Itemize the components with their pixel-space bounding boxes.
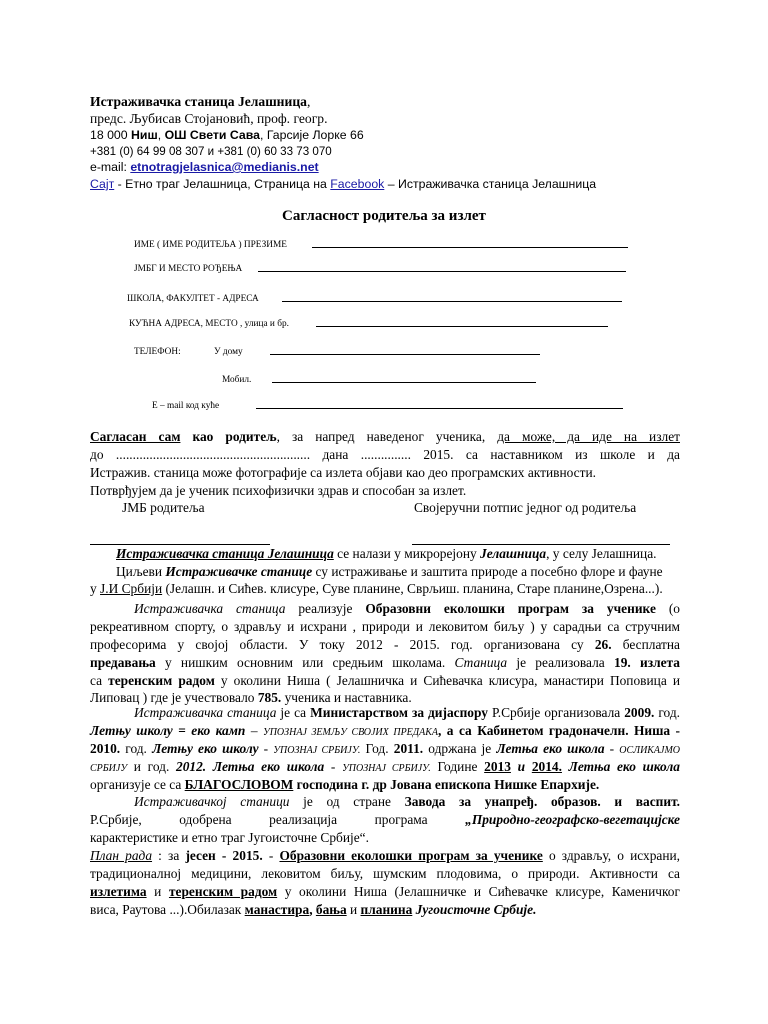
address-separator: ,: [157, 128, 165, 142]
info-line-7: [90, 654, 680, 672]
info-line-12: [90, 740, 680, 760]
address-line: [90, 128, 364, 142]
info-southeast-serbia: Југоисточне Србије.: [415, 902, 537, 917]
email-line: [90, 160, 319, 174]
info-line-4: [134, 600, 680, 618]
consent-as-parent: као родитељ: [192, 429, 277, 444]
site-text: - Етно траг Јелашница, Страница на: [114, 177, 331, 191]
info-text: и: [346, 902, 361, 917]
field-label-jmbg: ЈМБГ И МЕСТО РОЂЕЊА: [134, 264, 243, 274]
info-know-serbia: УПОЗНАЈ СРБИЈУ.: [342, 763, 431, 774]
info-text: -: [215, 848, 233, 863]
jmb-label: ЈМБ родитеља: [122, 500, 205, 515]
info-station: Истраживачке станице: [165, 564, 313, 579]
org-name: Истраживачка станица Јелашница: [90, 94, 307, 109]
info-text: Р.Србије, одобрена реализација програма: [90, 812, 466, 827]
info-text: у околини Ниша (Јелашничке и Сићевачке клисуре, Каменичког: [277, 884, 680, 899]
field-label-school: ШКОЛА, ФАКУЛТЕТ - АДРЕСА: [127, 294, 259, 304]
org-name-line: [90, 94, 310, 110]
info-year-2010: 2010.: [90, 741, 121, 756]
info-line-16: [90, 811, 680, 829]
field-label-home: КУЋНА АДРЕСА, МЕСТО , улица и бр.: [129, 319, 289, 329]
info-line-14: [90, 776, 599, 794]
info-text: -: [324, 759, 343, 774]
address-school: ОШ Свети Сава: [164, 128, 260, 142]
info-text: –: [245, 723, 263, 738]
info-trips: 19. излета: [614, 655, 680, 670]
info-know-land: УПОЗНАЈ ЗЕМЉУ СВОЈИХ ПРЕДАКА: [262, 727, 439, 738]
info-text: организује се са: [90, 777, 185, 792]
org-comma: ,: [306, 94, 311, 109]
info-text: ученика и наставника.: [281, 690, 412, 705]
info-line-6: [90, 636, 680, 654]
info-text: Р.Србије организовала: [487, 705, 625, 720]
info-text: и: [510, 759, 532, 774]
info-trips-word: излетима: [90, 884, 147, 899]
field-mobile-input[interactable]: [272, 382, 536, 383]
info-text: у околини Ниша ( Јелашничка и Сићевачка клисура, манастири Поповица и: [214, 673, 681, 688]
info-bishop: господина г. др Јована епископа Нишке Епархије.: [293, 777, 600, 792]
field-label-name: ИМЕ ( ИМЕ РОДИТЕЉА ) ПРЕЗИМЕ: [134, 240, 287, 250]
info-program: Образовни еколошки програм за ученике: [279, 848, 543, 863]
info-microregion: Јелашница: [480, 546, 547, 561]
field-label-mobile: Мобил.: [222, 375, 252, 385]
consent-for-student: , за напред наведеног ученика,: [276, 429, 498, 444]
info-text: , у селу Јелашница.: [546, 546, 657, 561]
info-text: (о: [655, 601, 680, 616]
info-year-2011: 2011.: [393, 741, 424, 756]
info-text: Год.: [360, 741, 394, 756]
info-station-name: Истраживачка станица Јелашница: [116, 546, 334, 561]
info-line-15: [134, 793, 680, 811]
info-program: Образовни еколошки програм за ученике: [365, 601, 656, 616]
field-name-input[interactable]: [312, 247, 628, 248]
info-text: виса, Раутова ...).Обилазак: [90, 902, 245, 917]
info-text: , а са: [438, 723, 478, 738]
info-count-785: 785.: [257, 690, 282, 705]
info-text: реализује: [285, 601, 366, 616]
info-station-italic: Истраживачка станица: [134, 601, 286, 616]
info-blessing: БЛАГОСЛОВОМ: [184, 777, 294, 792]
info-autumn: јесен: [185, 848, 216, 863]
info-text: год.: [120, 741, 153, 756]
info-text: Године: [430, 759, 485, 774]
info-text: је са: [276, 705, 311, 720]
info-line-1: [116, 545, 657, 563]
consent-line-3: Истражив. станица може фотографије са излета објави као део програмских активности.: [90, 465, 596, 480]
info-text: (Јелашн. и Сићев. клисуре, Суве планине, Сврљиш. планина, Старе планине,Озрена...).: [162, 581, 663, 596]
info-text: у нишким основним или средњим школама.: [155, 655, 455, 670]
info-text: ,: [309, 902, 316, 917]
info-line-5: рекреативном спорту, о здрављу и исхрани , природи и лековитом биљу ) у сарадњи са стручним: [90, 619, 680, 634]
info-line-17: карактеристике и етно траг Југоисточне Србије“.: [90, 830, 369, 845]
info-text: је реализовала: [507, 655, 614, 670]
address-street: , Гарсије Лорке 66: [259, 128, 364, 142]
signature-label: Својеручни потпис једног од родитеља: [414, 500, 637, 515]
info-text: и год.: [127, 759, 177, 774]
info-line-11: [90, 722, 680, 742]
info-year-2015: 2015.: [232, 848, 263, 863]
info-line-8: [90, 672, 680, 690]
info-line-19: традиционалној медицини, лековитом биљу, шумским плодовима, о природи. Активности са: [90, 866, 680, 881]
info-text: су истраживање и заштита природе а посебно флоре и фауне: [312, 564, 663, 579]
field-email-input[interactable]: [256, 408, 623, 409]
consent-agree: Сагласан сам: [90, 429, 181, 444]
info-text: Циљеви: [116, 564, 166, 579]
info-institute: Завода за унапређ. образов. и васпит.: [404, 794, 680, 809]
field-phone-home-input[interactable]: [270, 354, 540, 355]
consent-line-2: до .......................................................... дана ............... 2015. са наставником из школе и да: [90, 447, 680, 462]
info-text: -: [262, 848, 280, 863]
info-line-3: [90, 580, 663, 598]
info-line-13: [90, 758, 680, 778]
field-school-input[interactable]: [282, 301, 622, 302]
info-line-2: [116, 563, 663, 581]
info-station-dative: Истраживачкој станици: [134, 794, 290, 809]
email-label: e-mail:: [90, 160, 131, 174]
info-text: -: [604, 741, 620, 756]
info-text: о здрављу, о исхрани,: [542, 848, 681, 863]
info-year-2014: 2014.: [531, 759, 562, 774]
info-summer-school: Летњу школу = еко камп: [90, 723, 246, 738]
site-line: [90, 177, 596, 191]
info-summer-eco: Летњу еко школу: [152, 741, 259, 756]
field-label-email: E – mail код куће: [152, 401, 220, 411]
site-link[interactable]: Сајт: [90, 177, 115, 191]
info-text: : за: [152, 848, 186, 863]
info-fieldwork: теренским радом: [108, 673, 215, 688]
field-jmbg-input[interactable]: [258, 271, 626, 272]
facebook-text: – Истраживачка станица Јелашница: [384, 177, 597, 191]
info-text: год.: [654, 705, 680, 720]
info-station-italic: Истраживачка станица: [134, 705, 277, 720]
consent-line-4: Потврђујем да је ученик психофизички здрав и способан за излет.: [90, 483, 467, 498]
info-text: и: [146, 884, 169, 899]
consent-may-go: да може, да иде на излет: [497, 429, 680, 444]
form-title: Сагласност родитеља за излет: [282, 208, 486, 224]
consent-space: [180, 429, 192, 444]
info-fieldwork: теренским радом: [168, 884, 278, 899]
info-text: са: [90, 673, 109, 688]
info-line-18: [90, 847, 680, 865]
info-line-10: [134, 704, 680, 722]
address-zip: 18 000: [90, 128, 132, 142]
info-year-2013: 2013: [484, 759, 511, 774]
info-serbia: СРБИЈУ: [90, 763, 128, 774]
info-line-20: [90, 883, 680, 901]
info-2012-school: 2012. Летња еко школа: [176, 759, 325, 774]
info-text: Липовац ) где је учествовало: [90, 690, 258, 705]
info-know-serbia: УПОЗНАЈ СРБИЈУ.: [273, 745, 361, 756]
field-label-phone: ТЕЛЕФОН:: [134, 347, 181, 357]
email-link[interactable]: etnotragjelasnica@medianis.net: [130, 160, 319, 174]
address-city: Ниш: [131, 128, 158, 142]
info-region: Ј.И Србији: [100, 581, 163, 596]
info-ministry: Министарством за дијаспору: [310, 705, 488, 720]
president-line: предс. Љубисав Стојановић, проф. геогр.: [90, 111, 328, 126]
info-text: професорима у својој области. У току 2012 - 2015. год. организована су: [90, 637, 595, 652]
field-home-input[interactable]: [316, 326, 608, 327]
info-text: -: [258, 741, 274, 756]
consent-line-1: [90, 428, 680, 446]
info-plan: План рада: [90, 848, 153, 863]
info-summer-eco: Летња еко школа: [496, 741, 605, 756]
info-count-26: 26.: [594, 637, 612, 652]
info-year-2009: 2009.: [624, 705, 655, 720]
info-line-21: [90, 901, 536, 919]
info-text: одржана је: [423, 741, 497, 756]
info-paint: ОСЛИКАЈМО: [619, 745, 681, 756]
info-lectures: предавања: [90, 655, 156, 670]
info-mayor-cabinet: Кабинетом градоначелн. Ниша -: [477, 723, 681, 738]
phones-line: +381 (0) 64 99 08 307 и +381 (0) 60 33 73 070: [90, 145, 332, 158]
info-program-title: „Природно-географско-вегетацијске: [465, 812, 680, 827]
info-station-short: Станица: [454, 655, 508, 670]
info-text: у: [90, 581, 101, 596]
info-spas: бања: [315, 902, 347, 917]
info-mountains: планина: [360, 902, 413, 917]
facebook-link[interactable]: Facebook: [330, 177, 385, 191]
info-monasteries: манастира: [244, 902, 310, 917]
info-text: се налази у микрорејону: [333, 546, 481, 561]
field-label-at-home: У дому: [214, 347, 243, 357]
info-summer-eco: Летња еко школа: [561, 759, 680, 774]
info-text: је од стране: [289, 794, 405, 809]
info-text: бесплатна: [611, 637, 680, 652]
